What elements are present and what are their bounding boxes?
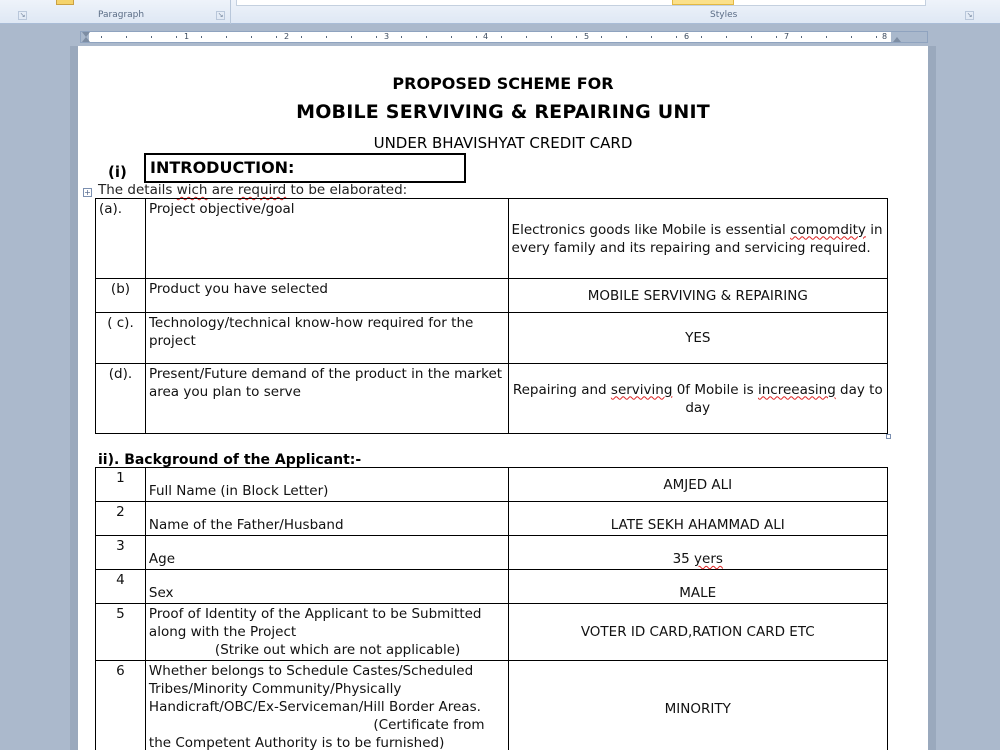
group-divider — [230, 0, 231, 24]
row-label: Technology/technical know-how required for the project — [145, 313, 508, 364]
row-number: (b) — [96, 279, 146, 313]
row-value: Electronics goods like Mobile is essential comomdity in every family and its repairing and servicing required. — [508, 199, 887, 279]
table-row — [96, 468, 888, 502]
table-row — [96, 199, 888, 279]
row-value: AMJED ALI — [508, 468, 887, 502]
row-value: LATE SEKH AHAMMAD ALI — [508, 502, 887, 536]
document-title-line3: UNDER BHAVISHYAT CREDIT CARD — [373, 134, 633, 152]
table-move-handle-icon[interactable]: + — [84, 188, 91, 197]
table-row — [96, 661, 888, 750]
row-number: 2 — [96, 502, 146, 536]
ruler-tick — [301, 36, 302, 38]
ruler-tick — [376, 36, 377, 38]
document-page[interactable] — [78, 46, 928, 750]
row-label: Name of the Father/Husband — [145, 502, 508, 536]
ruler-tick — [151, 36, 152, 38]
ruler-number: 1 — [184, 32, 190, 41]
hanging-indent-marker-icon[interactable] — [82, 37, 90, 42]
row-value: MALE — [508, 570, 887, 604]
document-title-line2: MOBILE SERVIVING & REPAIRING UNIT — [296, 101, 710, 123]
ruler-tick — [426, 36, 427, 38]
ruler-number: 6 — [684, 32, 690, 41]
row-label: Full Name (in Block Letter) — [145, 468, 508, 502]
table-row — [96, 604, 888, 661]
ruler-number: 8 — [882, 32, 888, 41]
ruler-tick — [601, 36, 602, 38]
row-number: ( c). — [96, 313, 146, 364]
section2-heading: ii). Background of the Applicant:- — [98, 452, 362, 468]
row-value: VOTER ID CARD,RATION CARD ETC — [508, 604, 887, 661]
row-label-tail: the Competent Authority is to be furnished) — [148, 735, 445, 750]
horizontal-ruler-area — [0, 28, 1000, 46]
row-label-text: Proof of Identity of the Applicant to be Submitted along with the Project — [148, 606, 482, 640]
ruler-tick — [451, 36, 452, 38]
row-number: 3 — [96, 536, 146, 570]
row-label: Product you have selected — [145, 279, 508, 313]
row-label — [145, 661, 508, 750]
row-number: (d). — [96, 364, 146, 434]
row-label-text: Whether belongs to Schedule Castes/Scheduled Tribes/Minority Community/Physically Handicraft/OBC/Ex-Serviceman/Hill Border Areas. — [148, 663, 481, 715]
ruler-tick — [326, 36, 327, 38]
ruler-tick — [551, 36, 552, 38]
row-value: MOBILE SERVIVING & REPAIRING — [508, 279, 887, 313]
ruler-tick — [726, 36, 727, 38]
row-number: 5 — [96, 604, 146, 661]
applicant-table[interactable] — [95, 467, 888, 750]
ruler-tick — [176, 36, 177, 38]
right-indent-marker-icon[interactable] — [893, 37, 901, 42]
ruler-tick — [701, 36, 702, 38]
table-row — [96, 364, 888, 434]
ruler-tick — [201, 36, 202, 38]
ruler-tick — [826, 36, 827, 38]
row-label: Age — [145, 536, 508, 570]
table-row — [96, 279, 888, 313]
row-label — [145, 604, 508, 661]
ruler-number: 5 — [584, 32, 590, 41]
ruler-tick — [251, 36, 252, 38]
row-label: Present/Future demand of the product in the market area you plan to serve — [145, 364, 508, 434]
row-value: YES — [508, 313, 887, 364]
ruler-tick — [501, 36, 502, 38]
ruler-tick — [576, 36, 577, 38]
styles-gallery[interactable] — [236, 0, 926, 6]
row-label-note: (Strike out which are not applicable) — [214, 642, 461, 658]
table-row — [96, 570, 888, 604]
ruler-tick — [751, 36, 752, 38]
ruler-tick — [101, 36, 102, 38]
ruler-tick — [351, 36, 352, 38]
ruler-tick — [226, 36, 227, 38]
ruler-number: 7 — [784, 32, 790, 41]
ribbon-button-edge[interactable] — [56, 0, 74, 5]
ruler-tick — [476, 36, 477, 38]
ruler-number: 3 — [384, 32, 390, 41]
row-number: 1 — [96, 468, 146, 502]
selected-style[interactable] — [672, 0, 734, 5]
ruler-tick — [801, 36, 802, 38]
introduction-table[interactable] — [95, 198, 888, 434]
table-row — [96, 536, 888, 570]
ruler-tick — [401, 36, 402, 38]
section1-heading: INTRODUCTION: — [144, 153, 466, 183]
horizontal-ruler[interactable] — [80, 31, 928, 43]
paragraph-group-label: Paragraph — [98, 10, 145, 20]
row-value: 35 yers — [508, 536, 887, 570]
document-title-line1: PROPOSED SCHEME FOR — [392, 74, 614, 93]
paragraph-dialog-launcher-icon[interactable]: ↘ — [217, 11, 224, 19]
row-label-note: (Certificate from — [373, 717, 485, 733]
ruler-tick — [526, 36, 527, 38]
row-label: Sex — [145, 570, 508, 604]
row-number: 4 — [96, 570, 146, 604]
ruler-number: 4 — [483, 32, 489, 41]
row-number: 6 — [96, 661, 146, 750]
styles-group-label: Styles — [710, 10, 738, 20]
table-row — [96, 502, 888, 536]
ribbon-group-strip — [0, 0, 1000, 24]
row-label: Project objective/goal — [145, 199, 508, 279]
table-resize-handle-icon[interactable] — [886, 434, 891, 439]
row-value: Repairing and serviving 0f Mobile is increeasing day to day — [508, 364, 887, 434]
table-row — [96, 313, 888, 364]
ruler-tick — [851, 36, 852, 38]
ruler-tick — [626, 36, 627, 38]
section1-number: (i) — [108, 163, 127, 181]
ruler-tick — [276, 36, 277, 38]
ruler-tick — [126, 36, 127, 38]
dialog-launcher-icon[interactable]: ↘ — [19, 11, 26, 19]
ruler-tick — [776, 36, 777, 38]
styles-dialog-launcher-icon[interactable]: ↘ — [966, 11, 973, 19]
row-number: (a). — [96, 199, 146, 279]
row-value: MINORITY — [508, 661, 887, 750]
ruler-tick — [676, 36, 677, 38]
ruler-tick — [876, 36, 877, 38]
intro-lead-text: The details wich are requird to be elaborated: — [98, 182, 408, 198]
ruler-number: 2 — [284, 32, 290, 41]
ruler-tick — [651, 36, 652, 38]
